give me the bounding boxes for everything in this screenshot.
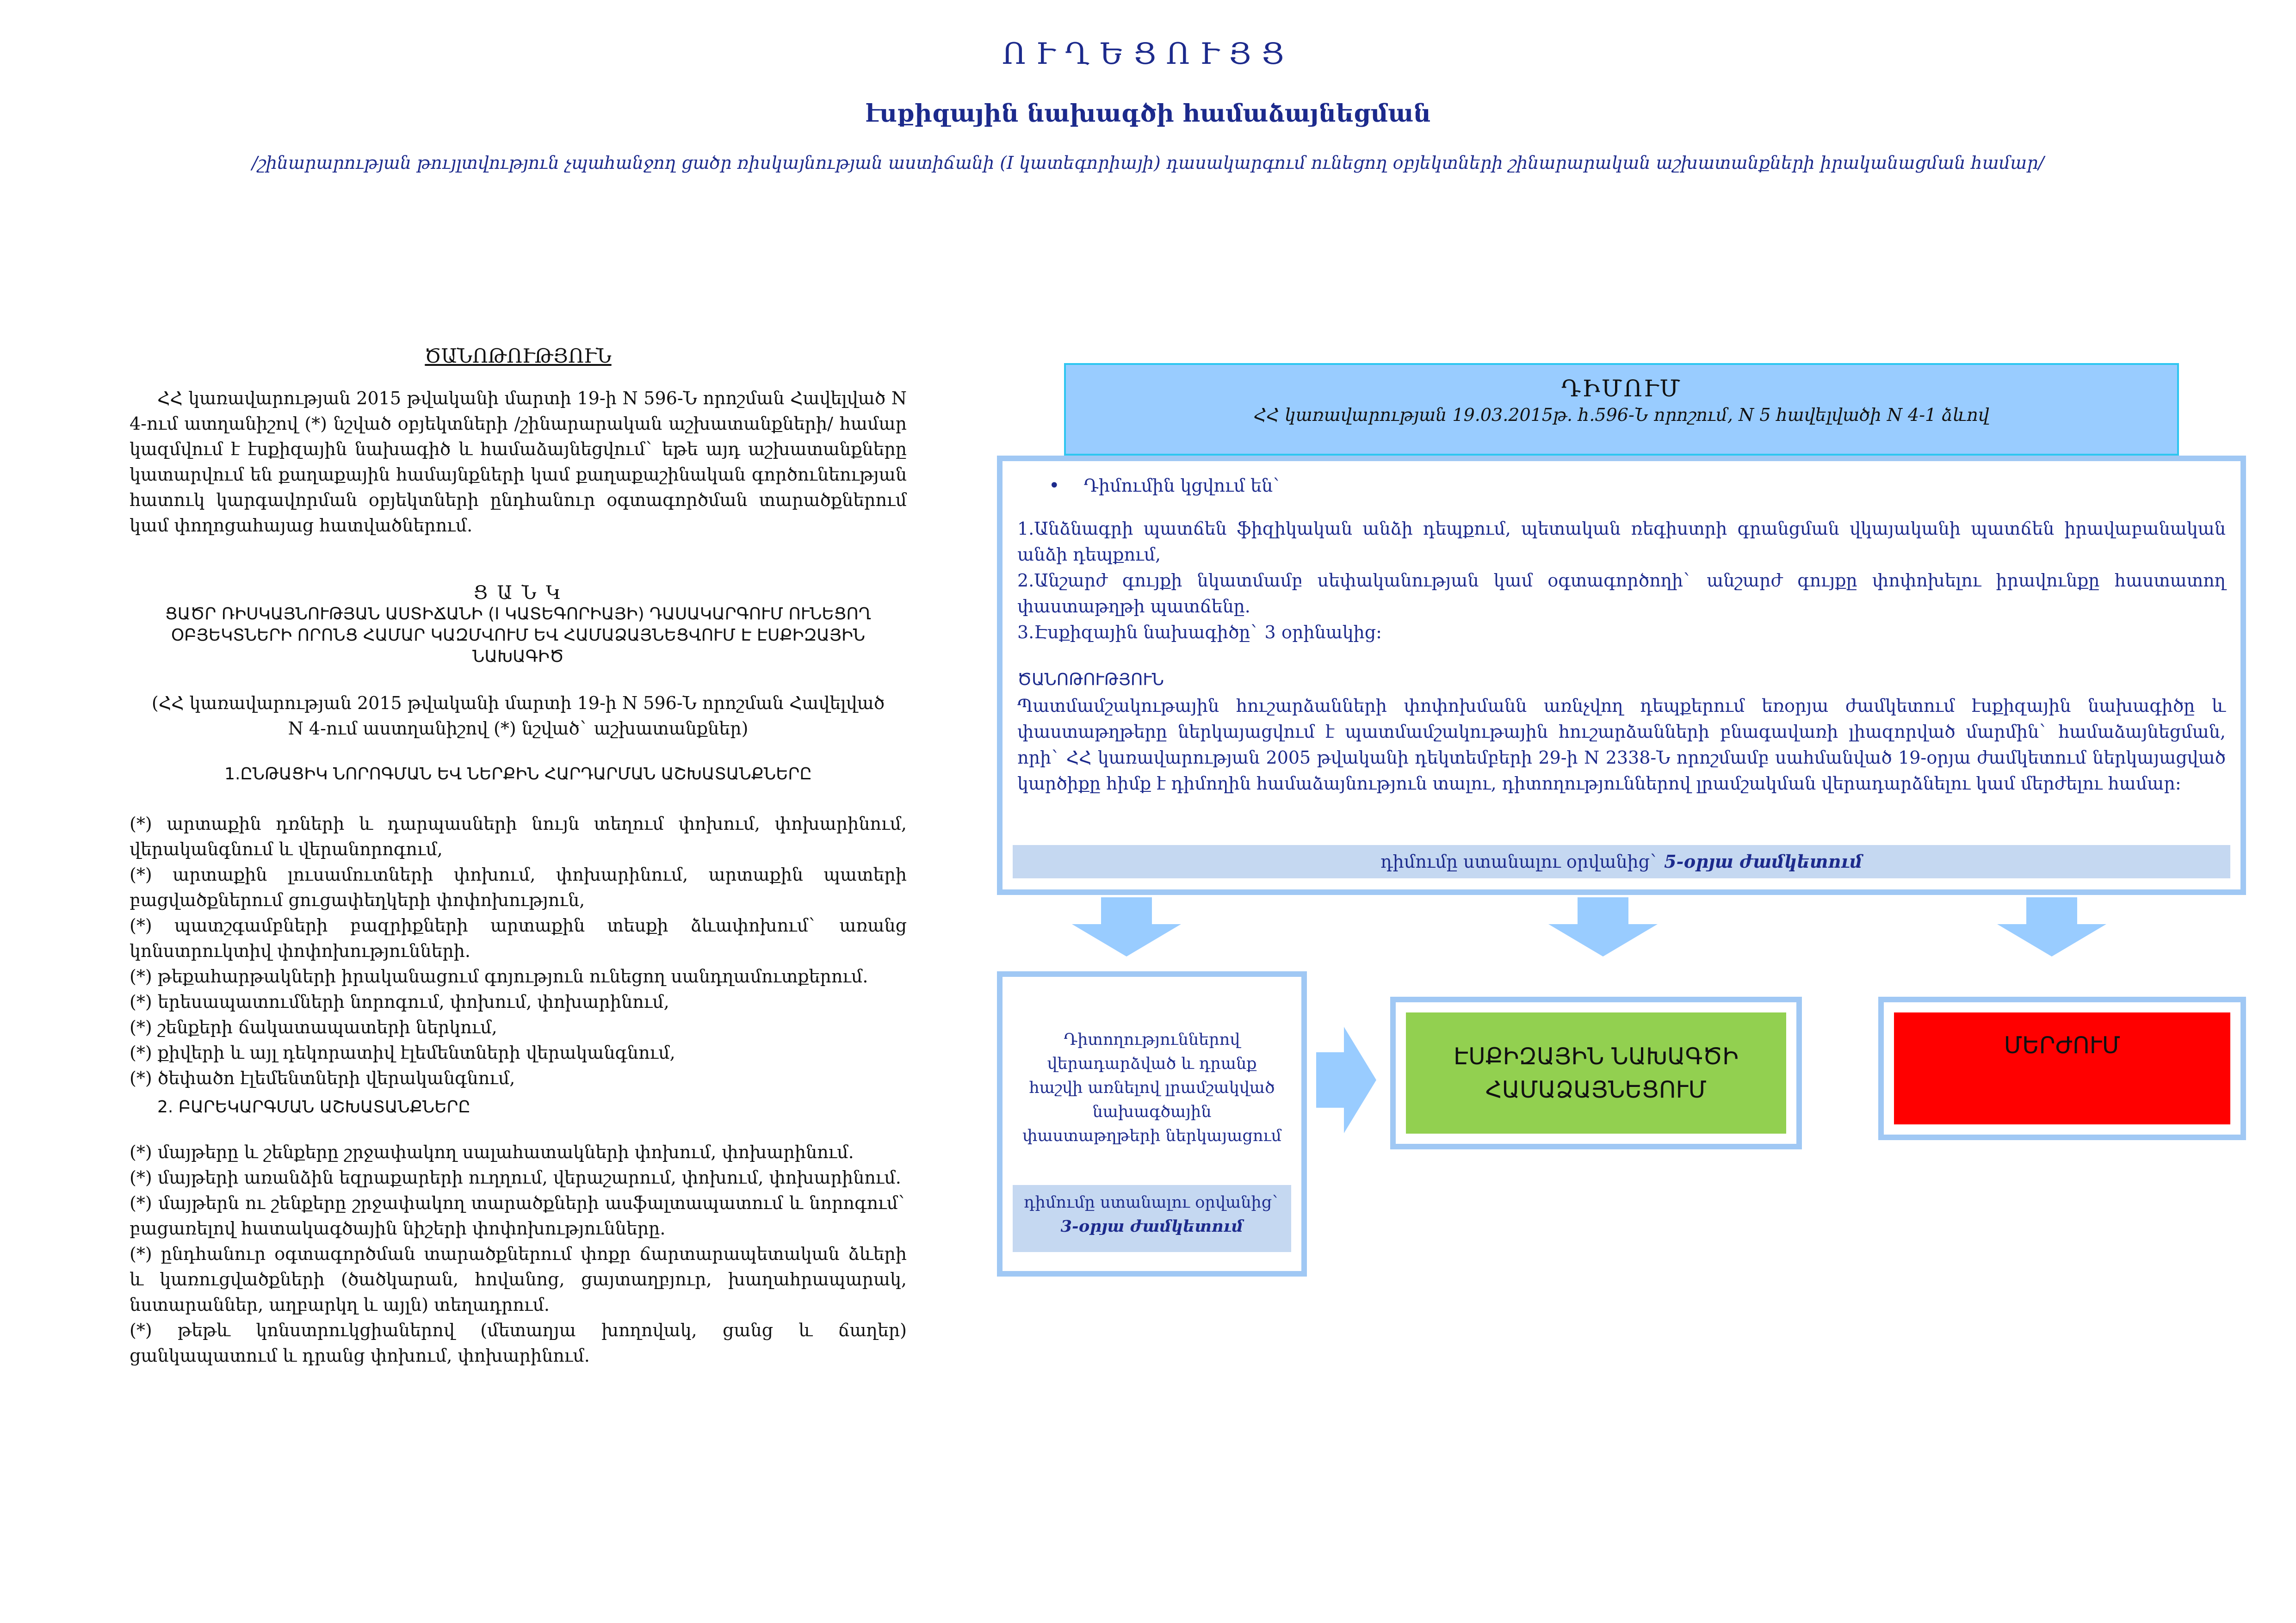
remarks-deadline-band xyxy=(1013,1185,1291,1252)
approval-label: ԷՍՔԻԶԱՅԻՆ ՆԱԽԱԳԾԻ ՀԱՄԱՁԱՅՆԵՑՈՒՄ xyxy=(1406,1012,1786,1134)
section1-list xyxy=(130,811,907,1091)
deadline-value: 5-օրյա ժամկետում xyxy=(1664,851,1863,872)
section1-title: 1.ԸՆԹԱՑԻԿ ՆՈՐՈԳՄԱՆ ԵՎ ՆԵՐՔԻՆ ՀԱՐԴԱՐՄԱՆ ԱՇԽԱՏԱՆՔՆԵՐԸ xyxy=(224,765,812,784)
attachments-label-row xyxy=(1049,473,1281,499)
diagram-note-title: ԾԱՆՈԹՈՒԹՅՈՒՆ xyxy=(1017,670,1164,689)
list-item: (*) մայթերը և շենքերը շրջափակող սալահատակների փոխում, փոխարինում. xyxy=(130,1142,854,1162)
list-subtitle-1: ՑԱԾՐ ՌԻՍԿԱՅՆՈՒԹՅԱՆ ԱՍՏԻՃԱՆԻ (I ԿԱՏԵԳՈՐԻԱՅԻ) ԴԱՍԱԿԱՐԳՈՒՄ ՈՒՆԵՑՈՂ xyxy=(165,605,872,623)
remarks-box xyxy=(997,971,1307,1277)
diagram-note-text: Պատմամշակութային հուշարձանների փոփոխմանն առնչվող դեպքերում եռօրյա ժամկետում էսքիզային նախագիծը և փաստաթղթերը ներկայացվում է պատմամշակութային հուշարձանների բնագավառի լիազորված մարմին` համաձայնեցման, որի` ՀՀ կառավարության 2005 թվականի դեկտեմբերի 29-ի N 2338-Ն որոշմամբ սահմանված 19-օրյա ժամկետում ներկայացված կարծիքը հիմք է դիմողին համաձայնություն տալու, դիտողություններով լրամշակման վերադարձնելու կամ մերժելու համար: xyxy=(1017,696,2226,794)
rejection-label: ՄԵՐԺՈՒՄ xyxy=(1894,1012,2230,1124)
list-item: 3.Էսքիզային նախագիծը` 3 օրինակից: xyxy=(1017,622,1382,642)
list-subtitle-2: ՕԲՅԵԿՏՆԵՐԻ ՈՐՈՆՑ ՀԱՄԱՐ ԿԱԶՄՎՈՒՄ ԵՎ ՀԱՄԱՁԱՅՆԵՑՎՈՒՄ Է ԷՍՔԻԶԱՅԻՆ ՆԱԽԱԳԻԾ xyxy=(171,626,866,666)
list-item: (*) թեթև կոնստրուկցիաներով (մետաղյա խողովակ, ցանց և ճաղեր) ցանկապատում և դրանց փոխում, փոխարինում. xyxy=(130,1320,907,1366)
list-item: (*) մայթերն ու շենքերը շրջափակող տարածքների ասֆալտապատում և նորոգում` բացառելով հատակագծային նիշերի փոփոխությունները. xyxy=(130,1193,907,1239)
list-item: (*) արտաքին լուսամուտների փոխում, փոխարինում, արտաքին պատերի բացվածքներում ցուցափեղկերի փոփոխություն, xyxy=(130,864,907,910)
list-item: (*) քիվերի և այլ դեկորատիվ էլեմենտների վերականգնում, xyxy=(130,1043,675,1063)
approval-box xyxy=(1390,997,1802,1149)
arrow-down-icon xyxy=(1548,897,1658,957)
list-item: (*) ծեփածո էլեմենտների վերականգնում, xyxy=(130,1068,515,1088)
arrow-down-icon xyxy=(1072,897,1181,957)
page-scope-note: /շինարարության թույլտվություն չպահանջող ցածր ռիսկայնության աստիճանի (I կատեգորիայի) դասակարգում ունեցող օբյեկտների շինարարական աշխատանքների իրականացման համար/ xyxy=(252,153,2044,173)
list-item: (*) արտաքին դռների և դարպասների նույն տեղում փոխում, փոխարինում, վերականգնում և վերանորոգում, xyxy=(130,814,907,859)
application-subtitle: ՀՀ կառավարության 19.03.2015թ. հ.596-Ն որոշում, N 5 հավելվածի N 4-1 ձևով xyxy=(1254,405,1989,425)
application-header-box xyxy=(1064,363,2179,456)
application-details-box xyxy=(997,456,2246,895)
attachments-label: Դիմումին կցվում են` xyxy=(1083,475,1282,496)
list-item: 2.Անշարժ գույքի նկատմամբ սեփականության կամ օգտագործողի` անշարժ գույքը փոփոխելու իրավունքը հաստատող փաստաթղթի պատճենը. xyxy=(1017,570,2226,617)
list-item: (*) շենքերի ճակատապատերի ներկում, xyxy=(130,1017,497,1037)
left-column xyxy=(130,345,907,1369)
note-heading: ԾԱՆՈԹՈՒԹՅՈՒՆ xyxy=(425,345,612,367)
section2-title: 2. ԲԱՐԵԿԱՐԳՄԱՆ ԱՇԽԱՏԱՆՔՆԵՐԸ xyxy=(157,1098,470,1117)
list-note: (ՀՀ կառավարության 2015 թվականի մարտի 19-ի N 596-Ն որոշման Հավելված N 4-ում աստղանիշով (*) նշված` աշխատանքներ) xyxy=(151,693,885,739)
list-item: (*) պատշգամբների բազրիքների արտաքին տեսքի ձևափոխում` առանց կոնստրուկտիվ փոփոխությունների. xyxy=(130,915,907,961)
remarks-deadline-prefix: դիմումը ստանալու օրվանից` xyxy=(1024,1193,1280,1212)
diagram-note xyxy=(1017,667,2226,796)
bullet-icon: • xyxy=(1049,475,1060,496)
page-subtitle: էսքիզային նախագծի համաձայնեցման xyxy=(865,99,1431,128)
list-item: (*) թեքահարթակների իրականացում գոյություն ունեցող սանդղամուտքերում. xyxy=(130,966,868,987)
deadline-band xyxy=(1013,845,2230,878)
list-item: (*) ընդհանուր օգտագործման տարածքներում փոքր ճարտարապետական ձևերի և կառուցվածքների (ծածկարան, հովանոց, ցայտաղբյուր, խաղահրապարակ, նստարաններ, աղբարկղ և այլն) տեղադրում. xyxy=(130,1244,907,1315)
arrow-down-icon xyxy=(1997,897,2106,957)
list-title: Ց Ա Ն Կ xyxy=(473,582,563,604)
attachments-list xyxy=(1017,516,2226,645)
list-item: (*) մայթերի առանձին եզրաքարերի ուղղում, վերաշարում, փոխում, փոխարինում. xyxy=(130,1167,901,1188)
deadline-prefix: դիմումը ստանալու օրվանից` xyxy=(1380,852,1659,872)
list-item: 1.Անձնագրի պատճեն ֆիզիկական անձի դեպքում, պետական ռեգիստրի գրանցման վկայականի պատճեն իրավաբանական անձի դեպքում, xyxy=(1017,518,2226,565)
arrow-right-icon xyxy=(1316,1027,1376,1135)
page-title: ՈՒՂԵՑՈՒՅՑ xyxy=(1002,37,1294,71)
remarks-deadline-value: 3-օրյա ժամկետում xyxy=(1060,1217,1244,1236)
application-title: ԴԻՄՈՒՄ xyxy=(1561,375,1682,402)
list-item: (*) երեսապատումների նորոգում, փոխում, փոխարինում, xyxy=(130,992,669,1012)
section2-list xyxy=(130,1140,907,1369)
rejection-box xyxy=(1878,997,2246,1140)
intro-paragraph: ՀՀ կառավարության 2015 թվականի մարտի 19-ի N 596-Ն որոշման Հավելված N 4-ում ատղանիշով (*) նշված օբյեկտների /շինարարական աշխատանքների/ համար կազմվում է էսքիզային նախագիծ և համաձայնեցվում` եթե այդ աշխատանքները կատարվում են քաղաքային համայնքների կամ քաղաքաշինական գործունեության հատուկ կարգավորման օբյեկտների ընդհանուր օգտագործման տարածքներում կամ փողոցահայաց հատվածներում. xyxy=(130,388,907,536)
remarks-text: Դիտողություններով վերադարձված և դրանք հաշվի առնելով լրամշակված նախագծային փաստաթղթերի ներկայացում xyxy=(1022,1031,1282,1145)
